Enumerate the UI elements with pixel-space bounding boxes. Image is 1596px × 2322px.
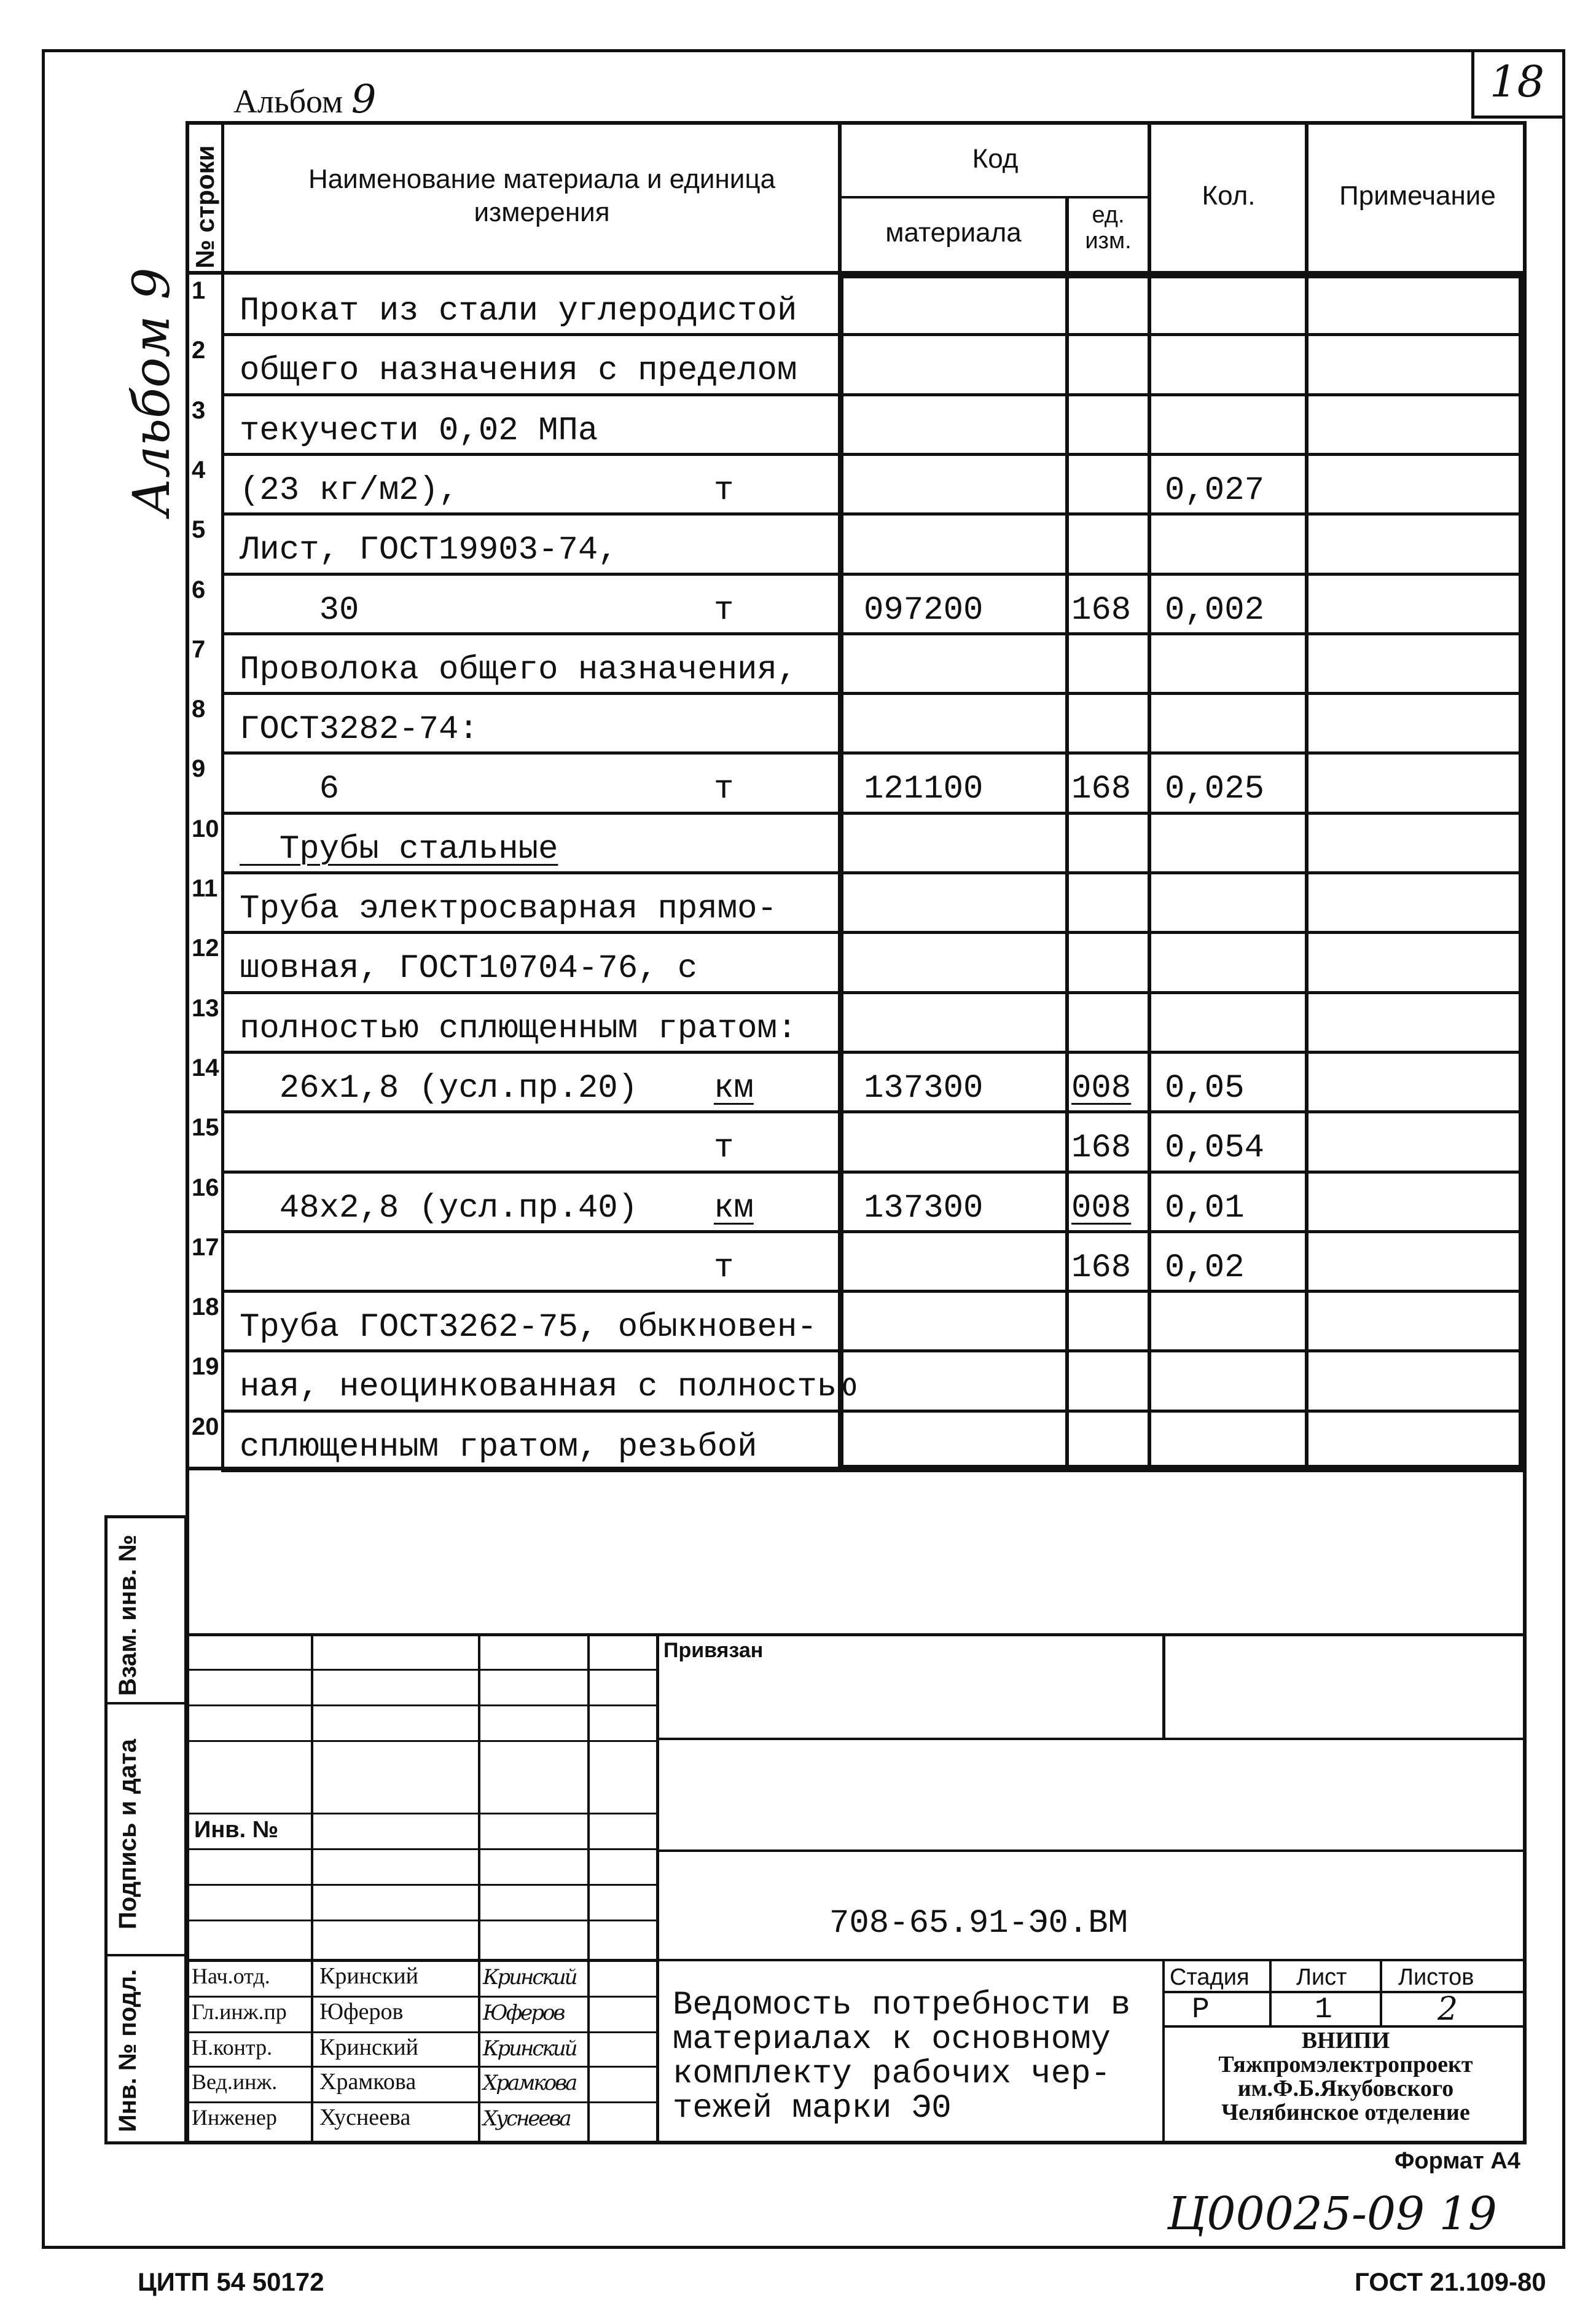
margin-line [104,1702,187,1704]
row-line [221,991,1527,994]
org-line: Тяжпромэлектропроект [1218,2052,1473,2077]
row-line [221,512,1527,516]
margin-line [104,1954,187,1956]
title-line: тежей марки Э0 [673,2090,952,2127]
row-name: текучести 0,02 МПа [240,412,598,450]
signer-role: Инженер [192,2105,277,2130]
header-row-no: № строки [190,145,219,269]
signer-role: Нач.отд. [192,1964,270,1988]
row-unit-word: т [714,592,734,629]
stamp-line [656,1959,1527,1961]
row-number: 11 [192,875,218,902]
col-line [221,121,224,1470]
stamp-grid [186,1813,656,1814]
stamp-grid [478,1633,480,2144]
inv-no-label: Инв. № [194,1817,279,1843]
row-name: Труба электросварная прямо- [240,890,777,928]
row-number: 13 [192,995,219,1022]
signer-name: Юферов [319,1999,404,2025]
row-material-code: 137300 [864,1190,984,1227]
margin-vzam: Взам. инв. № [114,1534,141,1696]
signer-name: Кринский [319,2034,419,2060]
title-line: комплекту рабочих чер- [673,2055,1111,2093]
row-line [221,931,1527,934]
signer-name: Храмкова [319,2069,417,2095]
signature: Юферов [483,2001,564,2025]
footer-left: ЦИТП 54 50172 [138,2267,324,2296]
row-line [221,871,1527,874]
row-number: 3 [192,397,206,424]
row-number: 1 [192,277,206,304]
stage-grid [1162,1991,1527,1993]
header-note: Примечание [1339,181,1496,211]
header-name: Наименование материала и единица измерения [308,164,776,227]
header-code: Код [972,144,1019,174]
row-number: 19 [192,1353,219,1380]
row-number: 5 [192,516,206,543]
stamp-grid [311,1633,313,2144]
row-unit-code: 168 [1071,771,1132,808]
stamp-grid [186,1884,656,1886]
row-name: 6 [240,771,340,808]
row-qty: 0,01 [1165,1190,1245,1227]
row-line [221,632,1527,635]
row-number: 6 [192,576,206,603]
row-line [221,1290,1527,1293]
stamp-line [656,1633,659,2144]
org-line: Челябинское отделение [1221,2100,1470,2125]
signer-role: Н.контр. [192,2035,273,2060]
row-name: Трубы стальные [240,831,558,868]
row-qty: 0,027 [1165,472,1265,509]
signature: Хуснеева [483,2106,570,2131]
row-name: Труба ГОСТ3262-75, обыкновен- [240,1309,817,1346]
sheet-value: 1 [1315,1993,1332,2026]
stamp-grid [186,1669,656,1671]
row-unit-word: км [714,1070,754,1107]
format-label: Формат А4 [1395,2148,1520,2174]
stamp-grid [186,1848,656,1850]
row-number: 2 [192,337,206,364]
row-unit-word: т [714,1129,734,1167]
row-line [221,1110,1527,1113]
album-label: Альбом [233,83,343,120]
row-name: сплющенным гратом, резьбой [240,1429,757,1466]
row-line [221,1051,1527,1054]
signer-role: Гл.инж.пр [192,1999,287,2024]
page-number: 18 [1490,57,1545,107]
header-bottom-line [186,271,1527,275]
row-line [221,692,1527,695]
row-material-code: 137300 [864,1070,984,1107]
stamp-line [656,1738,1527,1740]
col-line [838,121,842,1470]
col-line [1148,121,1151,1470]
signature: Кринский [483,2036,576,2061]
sheet-label: Лист [1296,1964,1347,1990]
row-number: 10 [192,815,219,842]
signature: Кринский [483,1965,576,1990]
row-qty: 0,02 [1165,1249,1245,1287]
row-number: 18 [192,1293,219,1320]
privyazan-label: Привязан [663,1639,764,1662]
title-line: материалах к основному [673,2021,1111,2058]
stamp-grid [186,1959,656,1962]
row-unit-code: 168 [1071,592,1132,629]
stamp-line [186,1633,1527,1636]
row-line [221,393,1527,396]
row-number: 9 [192,755,206,782]
org-line: ВНИПИ [1301,2028,1390,2053]
header-material: материала [885,218,1022,248]
row-name: общего назначения с пределом [240,352,797,390]
row-name: Прокат из стали углеродистой [240,292,797,330]
row-line [221,573,1527,576]
col-line [1065,196,1069,1470]
stage-label: Стадия [1170,1964,1250,1990]
row-qty: 0,05 [1165,1070,1245,1107]
row-number: 16 [192,1174,219,1201]
signature: Храмкова [483,2071,576,2095]
row-material-code: 097200 [864,592,984,629]
signer-name: Кринский [319,1963,419,1989]
row-qty: 0,054 [1165,1129,1265,1167]
stamp-grid [186,2066,656,2068]
document-code: 708-65.91-Э0.ВМ [829,1905,1129,1942]
row-unit-word: т [714,472,734,509]
row-qty: 0,025 [1165,771,1265,808]
row-unit-word: т [714,1249,734,1287]
row-unit-code: 008 [1071,1190,1132,1227]
footer-right: ГОСТ 21.109-80 [1355,2267,1546,2296]
row-name: шовная, ГОСТ10704-76, с [240,950,698,987]
margin-inv-podl: Инв. № подл. [114,1969,141,2132]
header-qty: Кол. [1202,181,1256,211]
stamp-grid [186,1704,656,1706]
row-number: 20 [192,1413,219,1440]
stamp-line [656,1849,1527,1852]
stamp-grid [186,1996,656,1998]
org-line: им.Ф.Б.Якубовского [1237,2076,1454,2101]
materials-table [186,121,1527,1470]
row-name: Лист, ГОСТ19903-74, [240,531,618,569]
row-number: 14 [192,1054,219,1081]
margin-podpis: Подпись и дата [114,1739,141,1929]
document-title [673,1988,1130,2126]
row-name: 26х1,8 (усл.пр.20) [240,1070,638,1107]
row-unit-word: км [714,1190,754,1227]
stamp-grid [587,1633,590,2144]
stamp-grid [186,2101,656,2103]
row-name: Проволока общего назначения, [240,651,797,689]
row-line [221,1171,1527,1174]
row-number: 17 [192,1234,219,1261]
col-line [1305,121,1308,1470]
stamp-grid [186,1920,656,1921]
row-name: 48х2,8 (усл.пр.40) [240,1190,638,1227]
album-heading [233,77,376,122]
row-line [221,453,1527,456]
stamp-grid [186,1740,656,1742]
signer-role: Вед.инж. [192,2069,278,2094]
stage-value: Р [1192,1993,1210,2026]
row-unit-code: 168 [1071,1129,1132,1167]
row-name: ГОСТ3282-74: [240,711,479,748]
row-line [221,1410,1527,1413]
row-unit-code: 168 [1071,1249,1132,1287]
signer-name: Хуснеева [319,2104,411,2130]
row-line [221,1349,1527,1352]
row-unit-word: т [714,771,734,808]
album-number: 9 [351,77,377,122]
row-line [221,333,1527,336]
stamp-line [1162,1633,1165,1738]
stamp-grid [186,2031,656,2033]
row-line [221,1230,1527,1233]
side-album-note: Альбом 9 [123,267,181,516]
row-number: 15 [192,1114,219,1141]
row-material-code: 121100 [864,771,984,808]
row-number: 8 [192,696,206,723]
row-name: (23 кг/м2), [240,472,459,509]
row-line [221,812,1527,815]
sheets-value: 2 [1438,1991,1458,2028]
row-name: полностью сплющенным гратом: [240,1010,797,1048]
header-unit: ед. изм. [1085,202,1132,254]
row-number: 4 [192,457,206,484]
row-number: 12 [192,935,219,962]
row-line [221,751,1527,755]
row-name: 30 [240,592,359,629]
code-split-line [838,196,1151,198]
sheets-label: Листов [1398,1964,1474,1990]
org-block [1165,2029,1527,2125]
row-unit-code: 008 [1071,1070,1132,1107]
row-name: ная, неоцинкованная с полностью [240,1368,857,1406]
handwritten-code: Ц00025-09 19 [1167,2187,1497,2240]
row-qty: 0,002 [1165,592,1265,629]
title-line: Ведомость потребности в [673,1987,1131,2024]
row-number: 7 [192,636,206,663]
